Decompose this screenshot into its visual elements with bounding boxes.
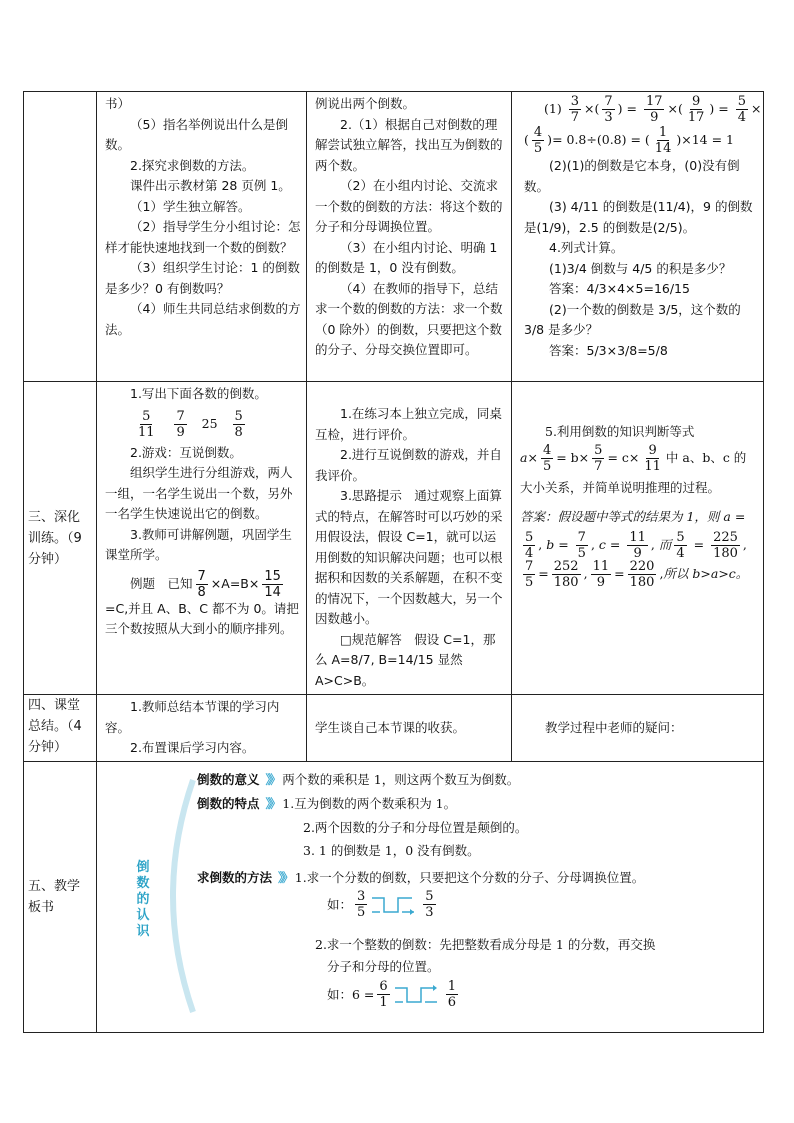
- table-row: [24, 382, 764, 695]
- fraction: $\frac{3}{5}$: [357, 889, 366, 920]
- text-line: 2.游戏：互说倒数。: [130, 444, 242, 460]
- fraction: $\frac{5}{11}$: [138, 408, 155, 440]
- blackboard-diagram: [97, 762, 763, 1032]
- fraction: $\frac{4}{5}$: [533, 125, 543, 156]
- text-line: （2）在小组内讨论、交流求一个数的倒数的方法：将这个数的分子和分母调换位置。: [315, 178, 503, 234]
- text-line: 2.布置课后学习内容。: [130, 740, 255, 755]
- lesson-plan-table: [23, 91, 764, 1033]
- fraction: $\frac{252}{180}$: [553, 558, 579, 590]
- equation-text: )×14 = 1: [676, 132, 734, 147]
- text-line: 3.思路提示 通过观察上面算式的特点，在解答时可以巧妙的采用假设法，假设 C=1，就可以运用倒数的知识解决问题；也可以根据积和因数的关系解题，在积不变的情况下，一个因数越大，另一个因数越小。: [315, 488, 503, 626]
- fraction-list: [133, 405, 301, 443]
- text-line: 2.进行互说倒数的游戏，并自我评价。: [315, 447, 502, 483]
- fraction: $\frac{5}{7}$: [594, 442, 603, 474]
- text-line: 1.写出下面各数的倒数。: [130, 386, 267, 401]
- fraction: $\frac{9}{17}$: [687, 94, 705, 125]
- equation-line: a× $\frac{4}{5}$ = b× $\frac{5}{7}$ = c× $\frac{9}{11}$ 中 a、b、c 的大小关系，并简单说明推理的过程。: [520, 442, 747, 495]
- board-feature: 2.两个因数的分子和分母位置是颠倒的。: [303, 819, 528, 835]
- text-line: 1.在练习本上独立完成，同桌互检，进行评价。: [315, 406, 502, 442]
- text-line: 答案：4/3×4×5=16/15: [549, 281, 690, 296]
- text-line: 5.利用倒数的知识判断等式: [545, 424, 695, 439]
- text-line: （4）师生共同总结求倒数的方法。: [105, 301, 301, 337]
- text-line: 课件出示教材第 28 页例 1。: [130, 178, 291, 193]
- stage-cell: [24, 695, 97, 762]
- fraction: $\frac{5}{4}$: [676, 529, 685, 561]
- student-activity-cell: [307, 92, 512, 382]
- text-line: □规范解答 假设 C=1，那么 A=8/7, B=14/15 显然 A>C>B。: [315, 631, 496, 688]
- chevron-icon: 》》: [265, 771, 279, 787]
- text-line: 1.教师总结本节课的学习内容。: [105, 699, 280, 735]
- text-line: （5）指名举例说出什么是倒数。: [105, 116, 288, 152]
- fraction: $\frac{7}{5}$: [525, 558, 534, 590]
- fraction: $\frac{7}{5}$: [577, 529, 586, 561]
- text-line: 3.教师可讲解例题，巩固学生课堂所学。: [105, 526, 292, 562]
- board-side-title: 倒 数 的 认 识: [136, 859, 150, 939]
- teacher-activity-cell: [97, 382, 307, 695]
- board-feature-row: 倒数的特点 》》 1.互为倒数的两个数乘积为 1。: [197, 795, 457, 811]
- fraction: $\frac{4}{5}$: [542, 442, 552, 474]
- table-row: [24, 92, 764, 382]
- eq-label: (1): [544, 101, 562, 116]
- text-line: （2）指导学生分小组讨论：怎样才能快速地找到一个数的倒数？: [105, 219, 301, 255]
- text-line: 学生谈自己本节课的收获。: [315, 719, 466, 735]
- board-feature: 3. 1 的倒数是 1，0 没有倒数。: [303, 842, 480, 858]
- teacher-activity-cell: [97, 695, 307, 762]
- text-line: 教学过程中老师的疑问：: [545, 719, 683, 735]
- teacher-activity-cell: [97, 92, 307, 382]
- fraction: $\frac{7}{8}$: [197, 568, 206, 600]
- text-line: （3）组织学生讨论：1 的倒数是多少？0 有倒数吗？: [105, 260, 300, 296]
- student-activity-cell: [307, 695, 512, 762]
- board-method-row: 求倒数的方法 》》 1.求一个分数的倒数，只要把这个分数的分子、分母调换位置。: [197, 869, 645, 885]
- example-problem: 例题 已知 $\frac{7}{8}$ ×A=B× $\frac{15}{14}$: [130, 568, 281, 600]
- fraction: $\frac{5}{4}$: [737, 94, 746, 125]
- note-cell: [512, 382, 764, 695]
- text-line: (2)(1)的倒数是它本身，(0)没有倒数。: [524, 158, 740, 194]
- text-line: 组织学生进行分组游戏，两人一组，一名学生说出一个数，另外一名学生快速说出它的倒数。: [105, 465, 293, 521]
- text-line: 书）: [105, 96, 131, 111]
- note-cell: [512, 92, 764, 382]
- fraction: $\frac{5}{3}$: [425, 889, 434, 920]
- equation-line: (1) $\frac{3}{7}$ ×( $\frac{7}{3}$ ) = $\frac{17}{9}$ ×( $\frac{9}{17}$ ) = $\frac{5}{4}$ ×: [544, 94, 762, 125]
- stage-label: 四、课堂总结。（4 分钟）: [28, 698, 82, 755]
- stage-cell: [24, 761, 97, 1032]
- table-row: [24, 761, 764, 1032]
- text-line: 2.探究求倒数的方法。: [130, 157, 255, 173]
- chevron-icon: 》》: [265, 795, 279, 811]
- chevron-icon: 》》: [278, 869, 291, 885]
- board-example-1: 如： $\frac{3}{5}$ $\frac{5}{3}$: [327, 889, 434, 920]
- text-line: (3) 4/11 的倒数是(11/4)，9 的倒数是(1/9)，2.5 的倒数是(2/5)。: [524, 199, 753, 235]
- text-line: 例说出两个倒数。: [315, 96, 416, 111]
- board-method-2: 2.求一个整数的倒数：先把整数看成分母是 1 的分数，再交换: [315, 936, 656, 952]
- equation-line: ( $\frac{4}{5}$ )= 0.8÷(0.8) = ( $\frac{1}{14}$ )×14 = 1: [524, 125, 734, 156]
- text-line: (2)一个数的倒数是 3/5，这个数的 3/8 是多少？: [524, 301, 741, 337]
- swap-arrow-icon: [370, 890, 420, 920]
- fraction: $\frac{7}{3}$: [604, 94, 613, 125]
- fraction: $\frac{17}{9}$: [645, 94, 663, 125]
- stage-label: 三、深化训练。（9 分钟）: [28, 509, 82, 567]
- fraction: $\frac{6}{1}$: [379, 979, 388, 1010]
- fraction: $\frac{5}{8}$: [234, 408, 243, 440]
- text-line: =C,并且 A、B、C 都不为 0。请把三个数按照从大到小的顺序排列。: [105, 600, 299, 636]
- fraction: $\frac{11}{9}$: [592, 558, 610, 590]
- text-line: (1)3/4 倒数与 4/5 的积是多少？: [549, 260, 732, 276]
- fraction: $\frac{1}{14}$: [654, 125, 672, 156]
- fraction: $\frac{9}{11}$: [644, 442, 661, 474]
- text-line: （1）学生独立解答。: [130, 198, 251, 214]
- fraction: $\frac{3}{7}$: [570, 94, 579, 125]
- student-activity-cell: [307, 382, 512, 695]
- text-line: 答案：5/3×3/8=5/8: [549, 342, 668, 358]
- board-method-2: 分子和分母的位置。: [327, 958, 440, 974]
- text-line: （4）在教师的指导下，总结求一个数的倒数的方法：求一个数（0 除外）的倒数，只要把这个数的分子、分母交换位置即可。: [315, 280, 503, 357]
- table-row: [24, 695, 764, 762]
- equation-text: = 0.8÷(0.8) = (: [552, 132, 650, 147]
- number: 25: [201, 415, 218, 431]
- text-line: （3）在小组内讨论、明确 1 的倒数是 1，0 没有倒数。: [315, 239, 498, 275]
- stage-cell: [24, 92, 97, 382]
- fraction: $\frac{7}{9}$: [176, 408, 185, 440]
- board-meaning-row: 倒数的意义 》》 两个数的乘积是 1，则这两个数互为倒数。: [197, 771, 520, 787]
- fraction: $\frac{11}{9}$: [629, 529, 646, 561]
- stage-label: 五、教学板书: [28, 878, 81, 915]
- text-line: 2.（1）根据自己对倒数的理解尝试独立解答，找出互为倒数的两个数。: [315, 116, 503, 173]
- answer-text: 答案：假设题中等式的结果为 1，则 a = $\frac{5}{4}$ , b = $\frac{7}{5}$ , c = $\frac{11}{9}$ , 而 $\frac{5}{4}$ = $\frac{225}{180}$ , $\frac{7}{5}$ = $\frac{252}{180}$ , $\frac{11}{9}$ = $\frac{220}{180}$ ,所以 b>a>c。: [520, 508, 749, 590]
- fraction: $\frac{5}{4}$: [525, 529, 534, 561]
- note-cell: [512, 695, 764, 762]
- swap-arrow-icon: [393, 980, 443, 1010]
- board-cell: [97, 761, 764, 1032]
- bracket-arc: [167, 776, 197, 1016]
- board-example-2: 如：6 = $\frac{6}{1}$ $\frac{1}{6}$: [327, 979, 456, 1010]
- text-line: 4.列式计算。: [549, 240, 624, 255]
- fraction: $\frac{1}{6}$: [447, 979, 456, 1010]
- fraction: $\frac{225}{180}$: [713, 529, 738, 561]
- fraction: $\frac{15}{14}$: [264, 568, 281, 600]
- fraction: $\frac{220}{180}$: [629, 558, 655, 590]
- stage-cell: [24, 382, 97, 695]
